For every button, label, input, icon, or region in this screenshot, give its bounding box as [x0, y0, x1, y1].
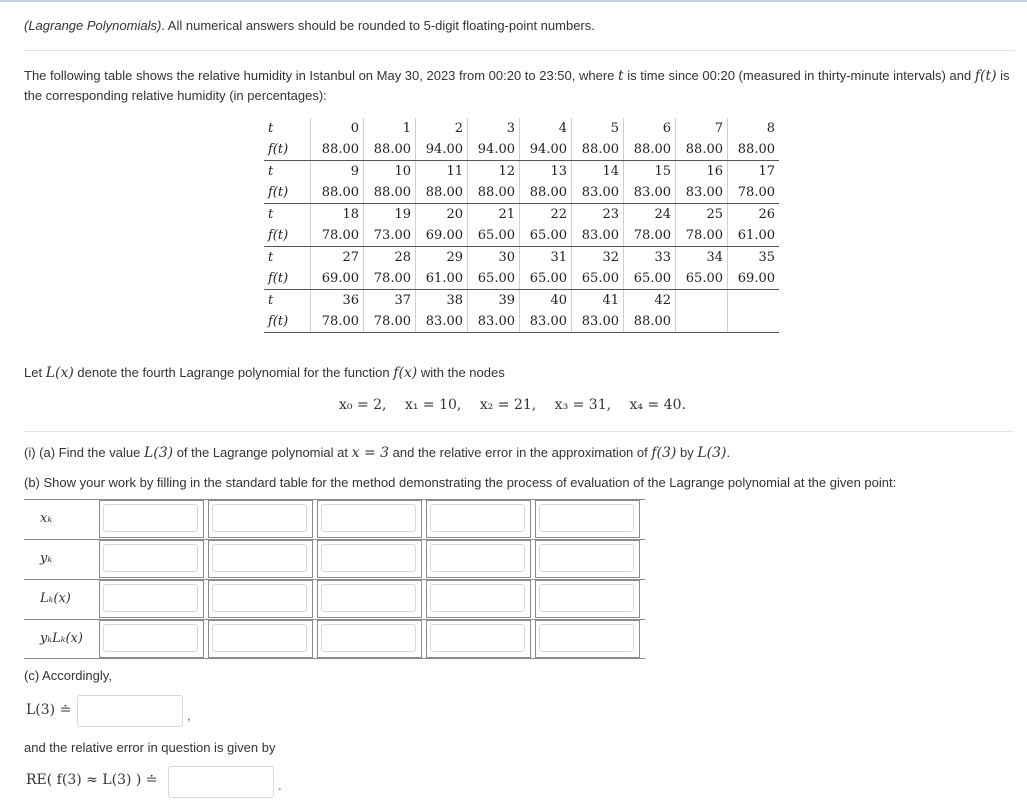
row-label-xk: xₖ [40, 511, 53, 526]
cell-xk-0 [99, 500, 204, 538]
table-t-cell: 4 [520, 118, 572, 139]
input-lk-0[interactable] [103, 584, 198, 612]
table-f-cell [676, 311, 728, 333]
table-t-cell: 36 [311, 290, 364, 312]
table-t-cell: 25 [676, 204, 728, 226]
table-t-cell: 1 [364, 118, 416, 139]
cell-yklk-1 [208, 620, 313, 658]
table-f-cell: 83.00 [624, 182, 676, 204]
table-t-cell: 12 [468, 161, 520, 183]
row-label-t: t [268, 164, 274, 179]
table-t-cell: 6 [624, 118, 676, 139]
node-x1: x₁ = 10, [404, 397, 462, 413]
table-t-cell: 19 [364, 204, 416, 226]
node-x0: x₀ = 2, [339, 397, 387, 413]
cell-xk-2 [317, 500, 422, 538]
qa-text-d: by [676, 445, 698, 460]
input-lk-2[interactable] [321, 584, 416, 612]
cell-xk-3 [426, 500, 531, 538]
table-f-cell: 94.00 [468, 139, 520, 161]
input-lk-3[interactable] [430, 584, 525, 612]
qa-L3: L(3) [143, 445, 174, 461]
table-t-cell: 42 [624, 290, 676, 312]
table-t-cell: 7 [676, 118, 728, 139]
row-label-t: t [268, 207, 274, 222]
qa-L3b: L(3) [697, 445, 727, 461]
table-t-cell: 16 [676, 161, 728, 183]
table-t-cell: 15 [624, 161, 676, 183]
table-t-cell: 29 [416, 247, 468, 269]
table-f-cell: 73.00 [364, 225, 416, 247]
table-f-cell: 88.00 [520, 182, 572, 204]
table-t-row [264, 118, 779, 139]
table-t-cell: 24 [624, 204, 676, 226]
qa-text-b: of the Lagrange polynomial at [173, 445, 352, 460]
cell-xk-4 [535, 500, 640, 538]
input-yklk-0[interactable] [103, 624, 198, 652]
cell-lk-3 [426, 580, 531, 618]
row-xk [24, 499, 645, 539]
let-text-a: Let [24, 365, 46, 380]
table-f-cell: 94.00 [416, 139, 468, 161]
table-f-cell: 88.00 [624, 311, 676, 333]
cell-yk-1 [208, 540, 313, 578]
input-yk-1[interactable] [212, 544, 307, 572]
input-lk-4[interactable] [539, 584, 634, 612]
cell-lk-2 [317, 580, 422, 618]
table-t-cell: 18 [311, 204, 364, 226]
table-f-row [264, 268, 779, 290]
table-f-cell: 88.00 [572, 139, 624, 161]
table-f-cell: 94.00 [520, 139, 572, 161]
table-t-cell: 31 [520, 247, 572, 269]
table-f-row [264, 182, 779, 204]
input-xk-1[interactable] [212, 504, 307, 532]
row-label-yk: yₖ [40, 551, 53, 566]
table-f-cell: 78.00 [311, 311, 364, 333]
table-t-cell: 41 [572, 290, 624, 312]
table-f-cell: 69.00 [311, 268, 364, 290]
row-label-ft: f(t) [264, 225, 311, 247]
table-f-cell: 88.00 [311, 182, 364, 204]
lagrange-answer-table [24, 499, 645, 659]
table-f-cell: 65.00 [624, 268, 676, 290]
table-t-cell [728, 290, 780, 312]
table-t-cell: 40 [520, 290, 572, 312]
table-f-cell: 88.00 [728, 139, 780, 161]
row-label-t: t [268, 121, 274, 136]
table-t-cell: 30 [468, 247, 520, 269]
table-t-cell [676, 290, 728, 312]
input-yklk-4[interactable] [539, 624, 634, 652]
intro-text [24, 18, 595, 33]
qa-f3: f(3) [651, 445, 677, 461]
input-yk-4[interactable] [539, 544, 634, 572]
table-f-cell: 88.00 [468, 182, 520, 204]
var-fx: f(x) [393, 365, 418, 381]
let-text-b: denote the fourth Lagrange polynomial for the function [73, 365, 394, 380]
table-f-cell: 83.00 [520, 311, 572, 333]
input-xk-4[interactable] [539, 504, 634, 532]
table-t-cell: 37 [364, 290, 416, 312]
table-t-cell: 8 [728, 118, 780, 139]
table-t-row [264, 161, 779, 183]
intro-topic: (Lagrange Polynomials) [24, 18, 162, 33]
table-f-cell: 78.00 [728, 182, 780, 204]
table-f-cell: 78.00 [364, 268, 416, 290]
table-f-cell: 83.00 [572, 225, 624, 247]
table-t-cell: 2 [416, 118, 468, 139]
cell-yk-2 [317, 540, 422, 578]
let-statement [24, 365, 505, 381]
node-x4: x₄ = 40. [629, 397, 686, 413]
table-t-cell: 32 [572, 247, 624, 269]
l3-answer-input[interactable] [77, 695, 183, 727]
intro-instruction: . All numerical answers should be rounded to 5-digit floating-point numbers. [161, 18, 595, 33]
table-t-cell: 9 [311, 161, 364, 183]
node-x2: x₂ = 21, [479, 397, 537, 413]
input-xk-0[interactable] [103, 504, 198, 532]
table-t-cell: 35 [728, 247, 780, 269]
table-f-cell: 69.00 [416, 225, 468, 247]
table-t-cell: 17 [728, 161, 780, 183]
problem-statement [24, 66, 1014, 105]
cell-yk-4 [535, 540, 640, 578]
table-f-row [264, 225, 779, 247]
table-t-cell: 26 [728, 204, 780, 226]
row-label-ft: f(t) [264, 268, 311, 290]
relative-error-text: and the relative error in question is given by [24, 740, 276, 755]
cell-lk-0 [99, 580, 204, 618]
table-f-cell: 88.00 [364, 139, 416, 161]
table-t-cell: 21 [468, 204, 520, 226]
input-xk-2[interactable] [321, 504, 416, 532]
table-f-cell: 69.00 [728, 268, 780, 290]
table-f-cell: 83.00 [416, 311, 468, 333]
cell-yk-3 [426, 540, 531, 578]
table-f-cell: 65.00 [468, 225, 520, 247]
qa-text-e: . [726, 445, 731, 460]
input-lk-1[interactable] [212, 584, 307, 612]
table-t-cell: 13 [520, 161, 572, 183]
table-t-cell: 33 [624, 247, 676, 269]
problem-text-1: The following table shows the relative humidity in Istanbul on May 30, 2023 from 00:20 to 23:50, where [24, 68, 619, 83]
divider-mid [24, 431, 1014, 432]
table-t-cell: 5 [572, 118, 624, 139]
table-f-cell: 88.00 [624, 139, 676, 161]
comma-text: , [187, 708, 191, 723]
row-label-lk: Lₖ(x) [40, 591, 71, 606]
table-t-cell: 28 [364, 247, 416, 269]
re-answer-input[interactable] [168, 766, 274, 798]
row-yklk [24, 619, 645, 659]
row-label-t: t [268, 293, 274, 308]
table-f-cell: 65.00 [520, 268, 572, 290]
table-f-cell: 61.00 [728, 225, 780, 247]
table-t-cell: 23 [572, 204, 624, 226]
table-f-cell: 65.00 [520, 225, 572, 247]
row-label-t: t [268, 250, 274, 265]
table-t-cell: 3 [468, 118, 520, 139]
table-f-row [264, 139, 779, 161]
table-f-cell: 88.00 [364, 182, 416, 204]
table-f-cell: 83.00 [572, 182, 624, 204]
cell-lk-4 [535, 580, 640, 618]
divider-top [24, 50, 1014, 51]
table-t-cell: 34 [676, 247, 728, 269]
var-Lx: L(x) [45, 365, 74, 381]
table-t-cell: 27 [311, 247, 364, 269]
row-label-ft: f(t) [264, 139, 311, 161]
var-t: t [618, 68, 624, 84]
question-part-b: (b) Show your work by filling in the standard table for the method demonstrating the process of evaluation of the Lagrange polynomial at the given point: [24, 475, 897, 490]
table-f-cell: 65.00 [468, 268, 520, 290]
humidity-table [264, 118, 779, 333]
re-label: RE( f(3) ≈ L(3) ) ≐ [26, 772, 158, 788]
table-f-cell: 65.00 [572, 268, 624, 290]
table-t-cell: 14 [572, 161, 624, 183]
input-yklk-3[interactable] [430, 624, 525, 652]
input-yk-2[interactable] [321, 544, 416, 572]
table-f-cell: 83.00 [572, 311, 624, 333]
input-yklk-1[interactable] [212, 624, 307, 652]
table-f-cell: 88.00 [311, 139, 364, 161]
qa-text-c: and the relative error in the approximation of [389, 445, 652, 460]
table-t-cell: 10 [364, 161, 416, 183]
table-f-cell: 83.00 [676, 182, 728, 204]
part-c-text: (c) Accordingly, [24, 668, 112, 683]
cell-lk-1 [208, 580, 313, 618]
l3-label: L(3) ≐ [26, 702, 72, 718]
table-f-cell: 78.00 [624, 225, 676, 247]
question-part-a [24, 445, 730, 461]
problem-text-3: is the corresponding relative humidity (in percentages): [24, 68, 1010, 103]
row-label-ft: f(t) [264, 182, 311, 204]
table-line [24, 658, 645, 659]
qa-x3: x = 3 [351, 445, 390, 461]
table-f-cell: 65.00 [676, 268, 728, 290]
input-yk-0[interactable] [103, 544, 198, 572]
row-label-ft: f(t) [264, 311, 311, 333]
table-f-cell: 78.00 [311, 225, 364, 247]
cell-yklk-4 [535, 620, 640, 658]
input-yk-3[interactable] [430, 544, 525, 572]
qa-text-a: (i) (a) Find the value [24, 445, 144, 460]
cell-xk-1 [208, 500, 313, 538]
problem-text-2: is time since 00:20 (measured in thirty-minute intervals) and [623, 68, 975, 83]
table-f-cell: 61.00 [416, 268, 468, 290]
table-t-row [264, 204, 779, 226]
table-f-cell: 78.00 [364, 311, 416, 333]
table-f-cell: 83.00 [468, 311, 520, 333]
table-f-cell: 78.00 [676, 225, 728, 247]
node-x3: x₃ = 31, [554, 397, 612, 413]
table-t-cell: 22 [520, 204, 572, 226]
table-t-cell: 39 [468, 290, 520, 312]
input-yklk-2[interactable] [321, 624, 416, 652]
table-t-cell: 38 [416, 290, 468, 312]
input-xk-3[interactable] [430, 504, 525, 532]
table-t-cell: 20 [416, 204, 468, 226]
cell-yklk-3 [426, 620, 531, 658]
cell-yklk-2 [317, 620, 422, 658]
cell-yk-0 [99, 540, 204, 578]
let-text-c: with the nodes [417, 365, 505, 380]
table-f-cell: 88.00 [676, 139, 728, 161]
nodes-list [339, 397, 700, 413]
row-yk [24, 539, 645, 579]
var-ft: f(t) [974, 68, 997, 84]
table-t-cell: 11 [416, 161, 468, 183]
table-t-cell: 0 [311, 118, 364, 139]
table-f-cell [728, 311, 780, 333]
period-text: . [278, 778, 282, 793]
cell-yklk-0 [99, 620, 204, 658]
table-t-row [264, 290, 779, 312]
table-f-cell: 88.00 [416, 182, 468, 204]
top-accent-bar [0, 0, 1027, 2]
table-f-row [264, 311, 779, 333]
row-label-yklk: yₖLₖ(x) [40, 631, 83, 646]
row-lk [24, 579, 645, 619]
table-t-row [264, 247, 779, 269]
